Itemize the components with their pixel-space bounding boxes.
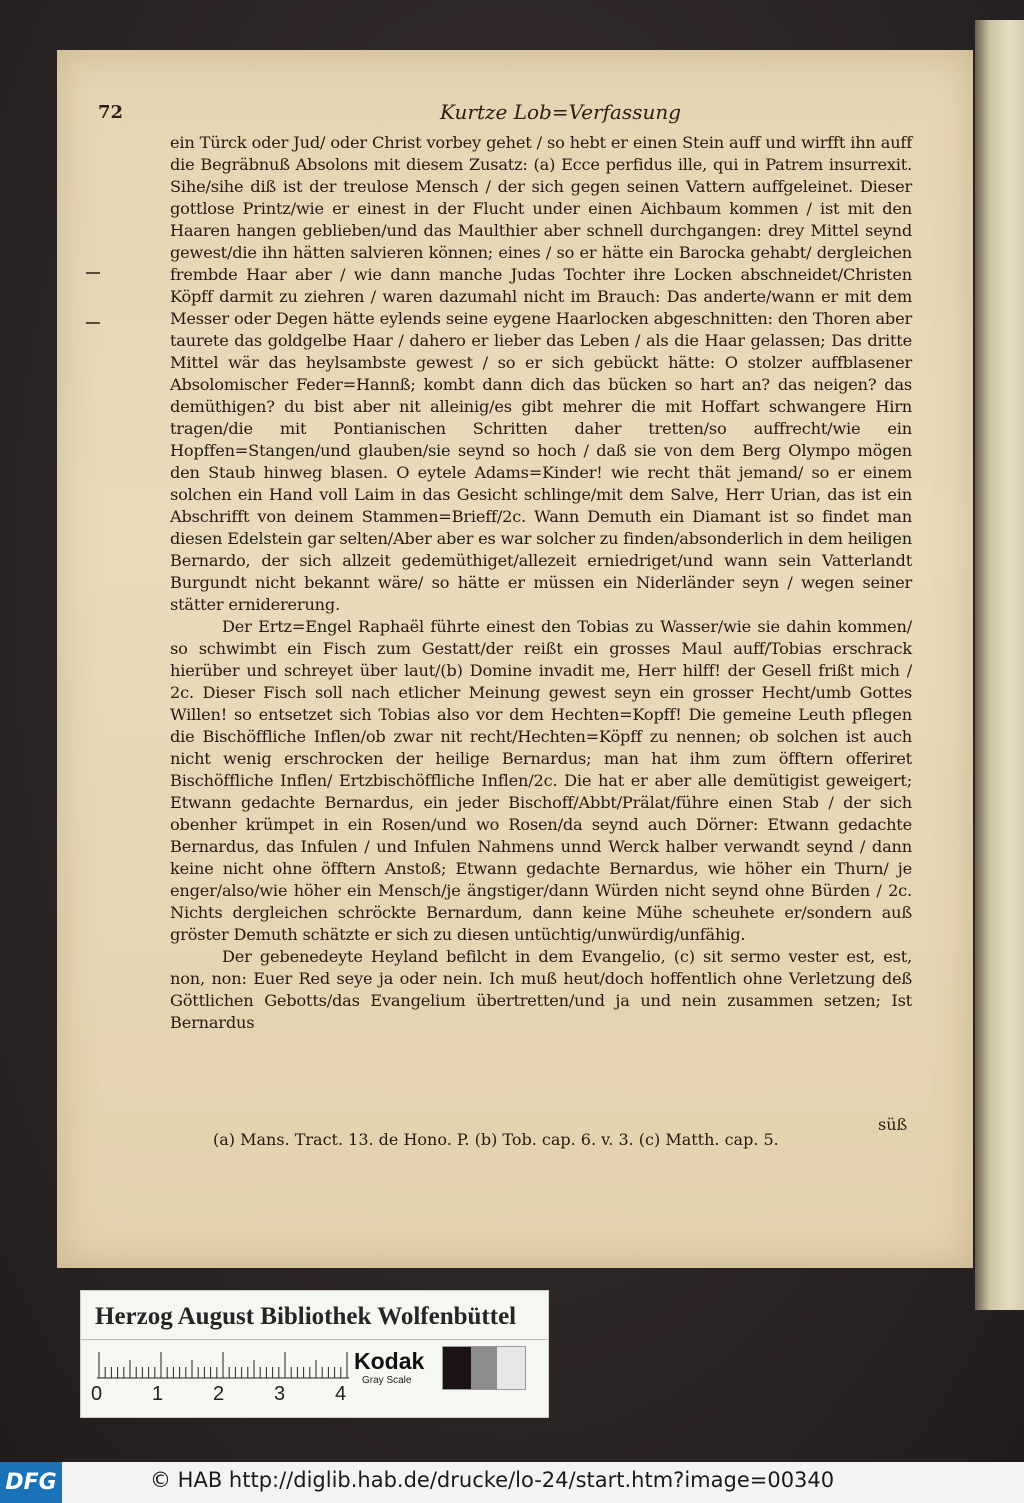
scale-ruler <box>97 1349 357 1379</box>
footer-bar <box>0 1462 1024 1503</box>
library-name: Herzog August Bibliothek Wolfenbüttel <box>95 1303 517 1330</box>
paragraph-3: Der gebenedeyte Heyland befilcht in dem Evangelio, (c) sit sermo vester est, est, non, non: Euer Red seye ja oder nein. Ich muß heut/doch hoffentlich ohne Verletzung deß Göttlichen Gebotts/das Evangelium übertretten/und ja und nein zusammen setzen; Ist Bernardus <box>170 947 912 1032</box>
page-number: 72 <box>98 102 124 123</box>
dfg-logo: DFG <box>0 1462 62 1503</box>
margin-mark <box>86 322 100 324</box>
margin-mark <box>86 272 100 274</box>
ruler-number: 0 <box>91 1383 103 1405</box>
gray-scale-label: Gray Scale <box>362 1375 412 1386</box>
card-divider <box>81 1339 548 1340</box>
ruler-number: 4 <box>335 1383 347 1405</box>
ruler-number: 3 <box>274 1383 286 1405</box>
gray-patch <box>497 1347 525 1389</box>
library-color-card <box>80 1290 549 1418</box>
paragraph-1: ein Türck oder Jud/ oder Christ vorbey gehet / so hebt er einen Stein auff und wirfft ihn auff die Begräbnuß Absolons mit diesem Zusatz: (a) Ecce perfidus ille, qui in Patrem insurrexit. Sihe/sihe diß ist der treulose Mensch / der sich gegen seinen Vattern auffgeleinet. Dieser gottlose Printz/wie er einest in der Flucht under einen Aichbaum kommen / ist mit den Haaren hangen geblieben/und das Maulthier aber schnell durchgangen: drey Mittel seynd gewest/die ihn hätten salvieren können; eines / so er hätte ein Barocka gehabt/ dergleichen frembde Haar aber / wie dann manche Judas Tochter ihre Locken abschneidet/Christen Köpff darmit zu ziehren / waren dazumahl nicht im Brauch: Das anderte/wann er mit dem Messer oder Degen hätte eylends seine eygene Haarlocken abgeschnitten: den Thoren aber taurete das goldgelbe Haar / dahero er lieber das Leben / als die Haar gelassen; Das dritte Mittel wär das heylsambste gewest / so er sich gebückt hätte: O stolzer auffblasener Absolomischer Feder=Hannß; kombt dann dich das bücken so hart an? das neigen? das demüthigen? du bist aber nit alleinig/es gibt mehrer die mit Hoffart schwangere Hirn tragen/die mit Pontianischen Schritten daher tretten/so auffrecht/wie ein Hopffen=Stangen/und glauben/sie seynd so hoch / daß sie von dem Berg Olympo mögen den Staub hinweg blasen. O eytele Adams=Kinder! wie recht thät jemand/ so er einem solchen ein Hand voll Laim in das Gesicht schlinge/mit dem Salve, Herr Urian, das ist ein Abschrifft von deinem Stammen=Brieff/2c. Wann Demuth ein Diamant ist so findet man diesen Edelstein gar selten/Aber aber es war solcher zu finden/absonderlich in dem heiligen Bernardo, der sich allzeit gedemüthiget/allezeit erniedriget/und wann sein Vatterlandt Burgundt nicht bekannt wäre/ so hätte er müssen ein Niderländer seyn / wegen seiner stätter ernidererung. <box>170 133 912 614</box>
ruler-numbers <box>91 1383 371 1409</box>
kodak-logo: Kodak <box>354 1348 425 1374</box>
ruler-number: 1 <box>152 1383 164 1405</box>
next-page-edge <box>975 20 1024 1310</box>
running-head: Kurtze Lob=Verfassung <box>440 100 682 124</box>
gray-patches <box>442 1346 526 1390</box>
footnotes: (a) Mans. Tract. 13. de Hono. P. (b) Tob. cap. 6. v. 3. (c) Matth. cap. 5. <box>213 1130 779 1149</box>
catchword: süß <box>878 1115 908 1134</box>
ruler-number: 2 <box>213 1383 225 1405</box>
gray-patch <box>471 1347 497 1389</box>
gray-patch <box>443 1347 471 1389</box>
paragraph-2: Der Ertz=Engel Raphaël führte einest den Tobias zu Wasser/wie sie dahin kommen/ so schwimbt ein Fisch zum Gestatt/der reißt ein grosses Maul auff/Tobias erschrack hierüber und schreyet über laut/(b) Domine invadit me, Herr hilff! der Gesell frißt mich / 2c. Dieser Fisch soll nach etlicher Meinung gewest seyn ein grosser Hecht/umb Gottes Willen! so entsetzet sich Tobias also vor dem Hechten=Kopff! Die gemeine Leuth pflegen die Bischöffliche Inflen/ob zwar nit recht/Hechten=Köpff zu nennen; ob solchen ist auch nicht wenig erschrocken der heilige Bernardus; man hat ihm zum öfftern offeriret Bischöffliche Inflen/ Ertzbischöffliche Inflen/2c. Die hat er aber alle demütigist geweigert; Etwann gedachte Bernardus, ein jeder Bischoff/Abbt/Prälat/führe einen Stab / der sich obenher krümpet in ein Rosen/und wo Rosen/da seynd auch Dörner: Etwann gedachte Bernardus, das Infulen / und Infulen Nahmens unnd Werck halber verwandt seynd / dann keine nicht ohne öfftern Anstoß; Etwann gedachte Bernardus, wie höher ein Thurn/ je enger/also/wie höher ein Mensch/je ängstiger/dann Würden nicht seynd ohne Bürden / 2c. Nichts dergleichen schröckte Bernardum, dann keine Mühe scheuhete er/sondern auß gröster Demuth schätzte er sich zu diesen untüchtig/unwürdig/unfähig. <box>170 617 912 944</box>
copyright-link[interactable]: © HAB http://diglib.hab.de/drucke/lo-24/start.htm?image=00340 <box>150 1468 835 1492</box>
body-text <box>170 132 912 1034</box>
